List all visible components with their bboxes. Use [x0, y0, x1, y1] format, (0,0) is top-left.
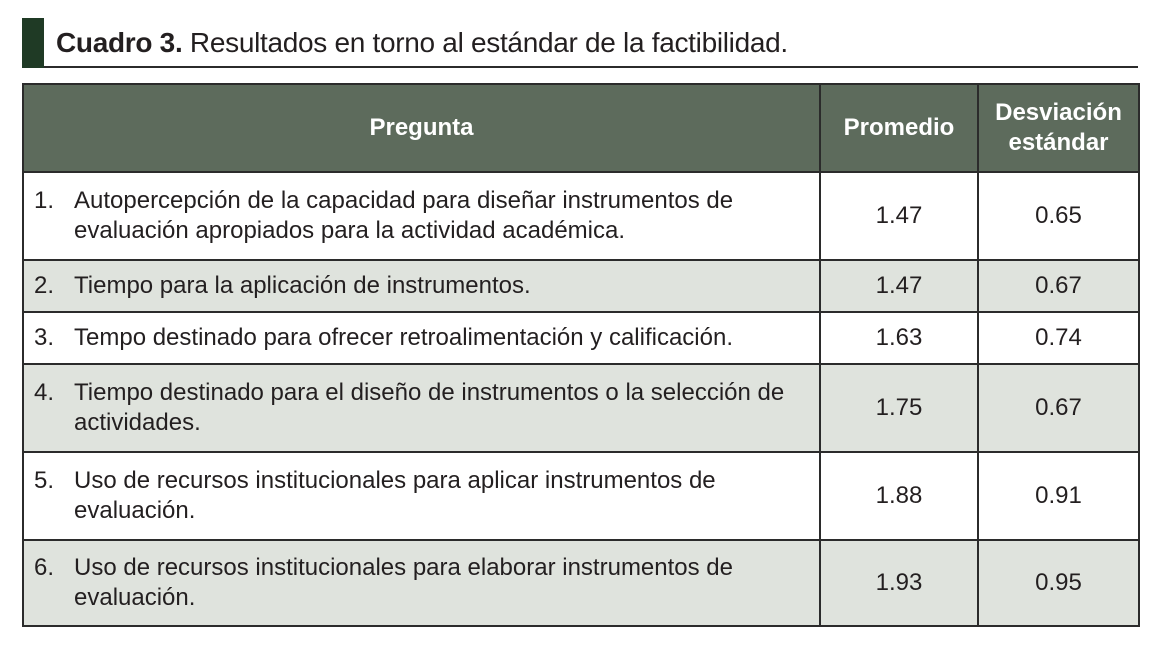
question-number: 3. — [34, 324, 55, 351]
table-row — [23, 172, 1139, 260]
header-mean: Promedio — [820, 84, 978, 172]
sd-cell: 0.65 — [978, 172, 1139, 260]
sd-cell: 0.67 — [978, 364, 1139, 452]
header-question: Pregunta — [23, 84, 820, 172]
question-text: Tiempo destinado para el diseño de instrumentos o la selección de actividades. — [74, 379, 785, 436]
question-cell — [23, 260, 820, 312]
caption-accent-bar — [22, 18, 44, 68]
question-number: 5. — [34, 467, 55, 494]
question-number: 2. — [34, 272, 55, 299]
question-cell — [23, 364, 820, 452]
sd-cell: 0.95 — [978, 540, 1139, 626]
sd-cell: 0.67 — [978, 260, 1139, 312]
table-caption — [22, 18, 1138, 68]
table-row — [23, 312, 1139, 364]
header-row — [23, 84, 1139, 172]
table-row — [23, 540, 1139, 626]
mean-cell: 1.93 — [820, 540, 978, 626]
mean-cell: 1.75 — [820, 364, 978, 452]
question-text: Uso de recursos institucionales para elaborar instrumentos de evaluación. — [74, 554, 734, 611]
table-row — [23, 260, 1139, 312]
mean-cell: 1.47 — [820, 172, 978, 260]
sd-cell: 0.91 — [978, 452, 1139, 540]
question-text: Uso de recursos institucionales para aplicar instrumentos de evaluación. — [74, 467, 716, 524]
mean-cell: 1.47 — [820, 260, 978, 312]
header-sd-line2: estándar — [1008, 129, 1109, 156]
header-sd — [978, 84, 1139, 172]
question-text: Autopercepción de la capacidad para diseñar instrumentos de evaluación apropiados para la actividad académica. — [74, 187, 734, 244]
caption-description: Resultados en torno al estándar de la factibilidad. — [189, 27, 788, 58]
sd-cell: 0.74 — [978, 312, 1139, 364]
caption-title — [56, 26, 788, 60]
results-table — [22, 83, 1140, 627]
question-number: 4. — [34, 379, 55, 406]
caption-label: Cuadro 3. — [56, 27, 183, 58]
table-row — [23, 364, 1139, 452]
question-cell — [23, 452, 820, 540]
question-cell — [23, 172, 820, 260]
question-text: Tiempo para la aplicación de instrumentos. — [74, 272, 531, 299]
table-row — [23, 452, 1139, 540]
header-sd-line1: Desviación — [995, 99, 1122, 126]
question-cell — [23, 540, 820, 626]
mean-cell: 1.88 — [820, 452, 978, 540]
question-number: 6. — [34, 554, 55, 581]
question-number: 1. — [34, 187, 55, 214]
question-text: Tempo destinado para ofrecer retroalimentación y calificación. — [74, 324, 734, 351]
mean-cell: 1.63 — [820, 312, 978, 364]
question-cell — [23, 312, 820, 364]
